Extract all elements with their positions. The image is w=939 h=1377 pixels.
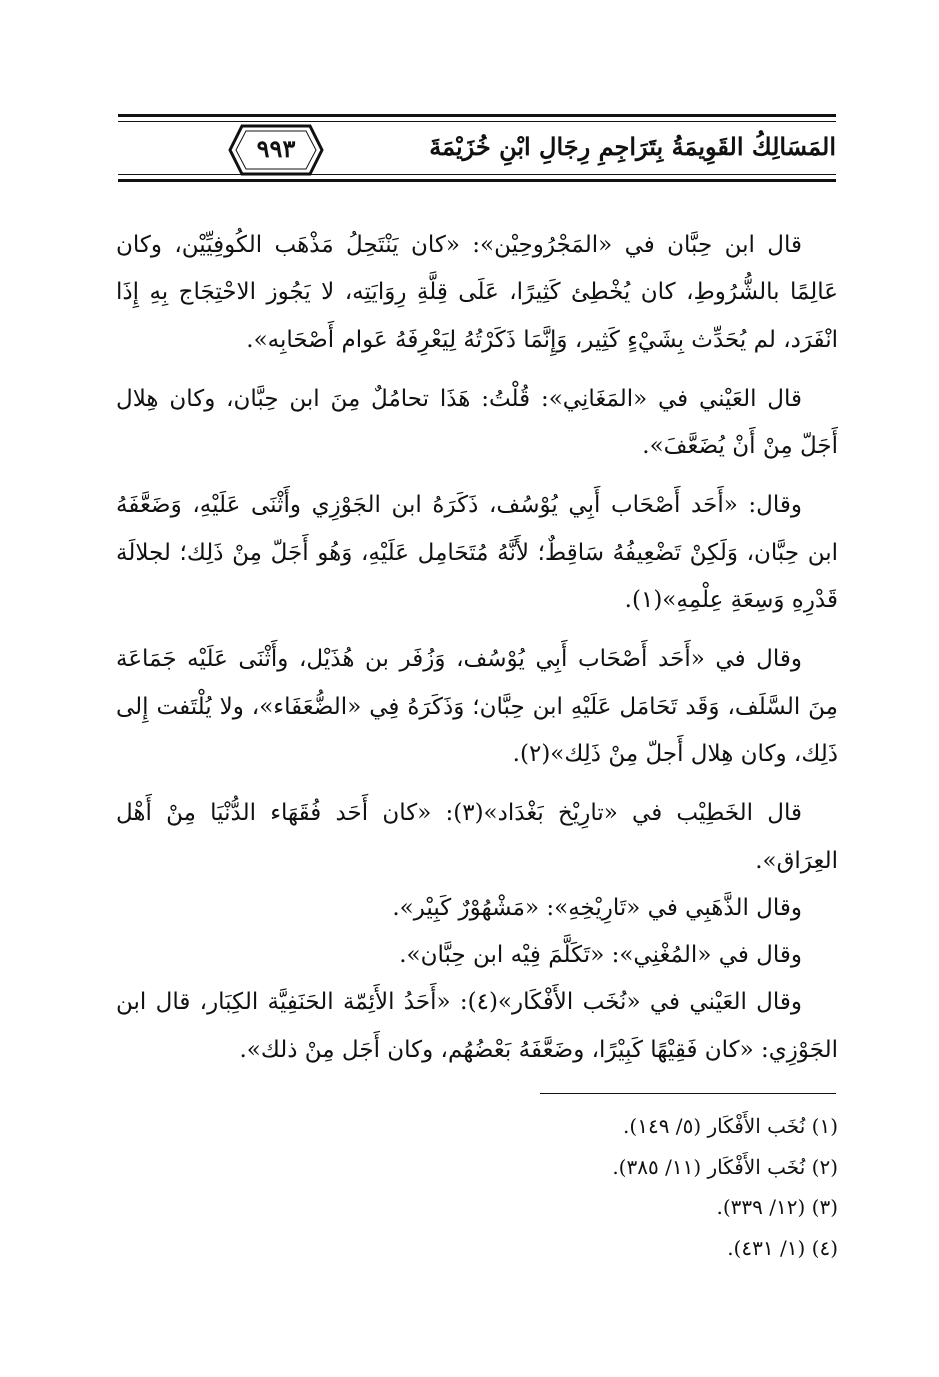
footnotes (116, 1106, 838, 1268)
header-rule-thick-bottom (118, 179, 836, 182)
main-text (116, 222, 838, 1074)
running-header (118, 108, 836, 190)
header-rule-thin-top (118, 121, 836, 122)
paragraph: قال ابن حِبَّان في «المَجْرُوحِيْن»: «كان يَنْتَحِلُ مَذْهَب الكُوفِيِّيْن، وكان عَالِمًا بالشُّرُوطِ، كان يُخْطِئ كَثِيرًا، عَلَى قِلَّةِ رِوَايَتِه، لا يَجُوز الاحْتِجَاج بِهِ إِذَا انْفَرَد، لم يُحَدِّث بِشَيْءٍ كَثِير، وَإِنَّمَا ذَكَرْتُهُ لِيَعْرِفَهُ عَوام أَصْحَابِه». (116, 232, 838, 353)
paragraph: قال الخَطِيْب في «تارِيْخ بَغْدَاد»(٣): «كان أَحَد فُقَهَاء الدُّنْيَا مِنْ أَهْل العِرَاق». (116, 800, 838, 874)
paragraph: وقال الذَّهَبِي في «تَارِيْخِهِ»: «مَشْهُوْرٌ كَبِيْر». (392, 894, 802, 921)
page-number-frame (228, 124, 324, 176)
paragraph: قال العَيْني في «المَغَانِي»: قُلْتُ: هَذَا تحامُلٌ مِنَ ابن حِبَّان، وكان هِلال أَجَلّ مِنْ أَنْ يُضَعَّفَ». (116, 385, 838, 460)
paragraph: وقال في «المُغْنِي»: «تَكَلَّمَ فِيْه ابن حِبَّان». (399, 942, 802, 969)
header-rule-thin-bottom (118, 174, 836, 175)
book-title: المَسَالِكُ القَوِيمَةُ بِتَرَاجِمِ رِجَالِ ابْنِ خُزَيْمَةَ (429, 132, 836, 161)
footnote: (٣) (١٢/ ٣٣٩). (716, 1195, 838, 1219)
paragraph: وقال: «أَحَد أَصْحَاب أَبِي يُوْسُف، ذَكَرَهُ ابن الجَوْزِي وأَثْنَى عَلَيْهِ، وَضَعَّفَهُ ابن حِبَّان، وَلَكِنْ تَضْعِيفُهُ سَاقِطٌ؛ لأَنَّهُ مُتَحَامِل عَلَيْهِ، وَهُو أَجَلّ مِنْ ذَلِك؛ لجلالَة قَدْرِهِ وَسِعَةِ عِلْمِهِ»(١). (116, 492, 838, 614)
footnote-separator (540, 1093, 836, 1094)
footnote: (٢) نُخَب الأَفْكَار (١١/ ٣٨٥). (612, 1154, 838, 1179)
footnote: (٤) (١/ ٤٣١). (727, 1235, 838, 1260)
footnote: (١) نُخَب الأَفْكَار (٥/ ١٤٩). (623, 1114, 838, 1138)
paragraph: وقال العَيْني في «نُخَب الأَفْكَار»(٤): «أَحَدُ الأَئِمّة الحَنَفِيَّة الكِبَار، قال ابن الجَوْزِي: «كان فَقِيْهًا كَبِيْرًا، وضَعَّفَهُ بَعْضُهُم، وكان أَجَل مِنْ ذلك». (116, 989, 838, 1063)
page-number: ٩٩٣ (256, 134, 296, 163)
paragraph: وقال في «أَحَد أَصْحَاب أَبِي يُوْسُف، وَزُفَر بن هُذَيْل، وأَثْنَى عَلَيْه جَمَاعَة مِنَ السَّلَف، وَقَد تَحَامَل عَلَيْهِ ابن حِبَّان؛ وَذَكَرَهُ فِي «الضُّعَفَاء»، ولا يُلْتَفت إِلى ذَلِك، وكان هِلال أَجلّ مِنْ ذَلِك»(٢). (116, 646, 838, 767)
header-rule-thick-top (118, 114, 836, 117)
